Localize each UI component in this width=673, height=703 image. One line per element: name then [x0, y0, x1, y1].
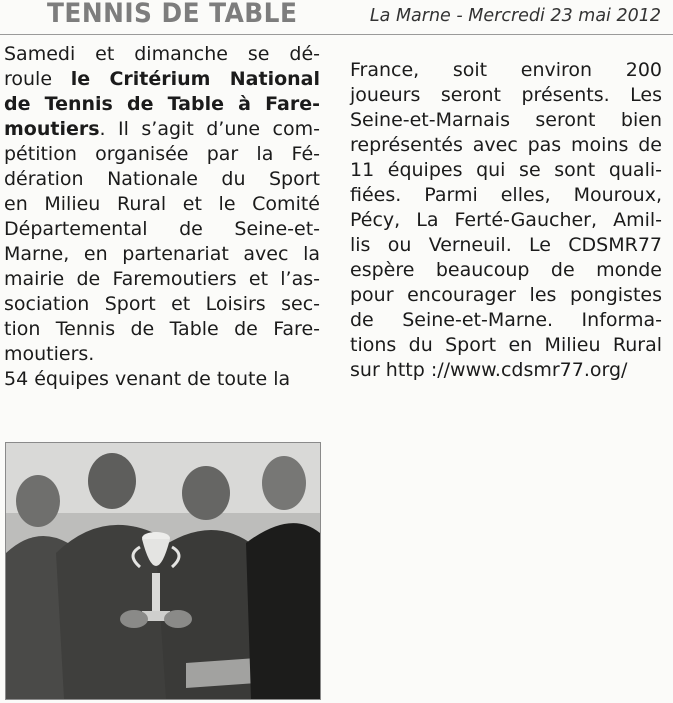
article-line: en Milieu Rural et le Comité [4, 193, 320, 215]
article-line: lis ou Verneuil. Le CDSMR77 [350, 234, 662, 256]
article-line: de Seine-et-Marne. Informa- [350, 309, 662, 331]
publication-line: La Marne - Mercredi 23 mai 2012 [369, 6, 661, 26]
article-bold-text: de Tennis de Table à Fare- [4, 93, 320, 115]
article-line: sociation Sport et Loisirs sec- [4, 293, 320, 315]
article-line: France, soit environ 200 [350, 59, 662, 81]
header-rule [0, 34, 673, 35]
article-line: pour encourager les pongistes [350, 284, 662, 306]
article-line: Pécy, La Ferté-Gaucher, Amil- [350, 209, 662, 231]
article-line: Marne, en partenariat avec la [4, 243, 320, 265]
article-line: roule le Critérium National [4, 68, 320, 90]
article-line: dération Nationale du Sport [4, 168, 320, 190]
article-line: Seine-et-Marnais seront bien [350, 109, 662, 131]
article-line: moutiers. [4, 343, 95, 365]
article-line: sur http ://www.cdsmr77.org/ [350, 359, 628, 381]
article-line: tion Tennis de Table de Fare- [4, 318, 320, 340]
team-trophy-photo [5, 442, 321, 700]
article-line: espère beaucoup de monde [350, 259, 662, 281]
section-title: TENNIS DE TABLE [47, 0, 298, 29]
article-line [4, 92, 320, 117]
article-line: moutiers. Il s’agit d’une com- [4, 118, 320, 140]
article-line: 11 équipes qui se sont quali- [350, 159, 662, 181]
article-line: tions du Sport en Milieu Rural [350, 334, 662, 356]
article-line: Départemental de Seine-et- [4, 218, 320, 240]
article-line: joueurs seront présents. Les [350, 84, 662, 106]
article-line: pétition organisée par la Fé- [4, 143, 320, 165]
article-line: Samedi et dimanche se dé- [4, 43, 320, 65]
article-line: représentés avec pas moins de [350, 134, 662, 156]
article-line: mairie de Faremoutiers et l’as- [4, 268, 320, 290]
article-right-column [350, 58, 662, 383]
article-line: fiées. Parmi elles, Mouroux, [350, 184, 662, 206]
article-bold-text: moutiers [4, 118, 100, 140]
article-line: 54 équipes venant de toute la [4, 368, 291, 390]
article-bold-text: le Critérium National [70, 68, 320, 90]
article-left-column [4, 42, 320, 392]
